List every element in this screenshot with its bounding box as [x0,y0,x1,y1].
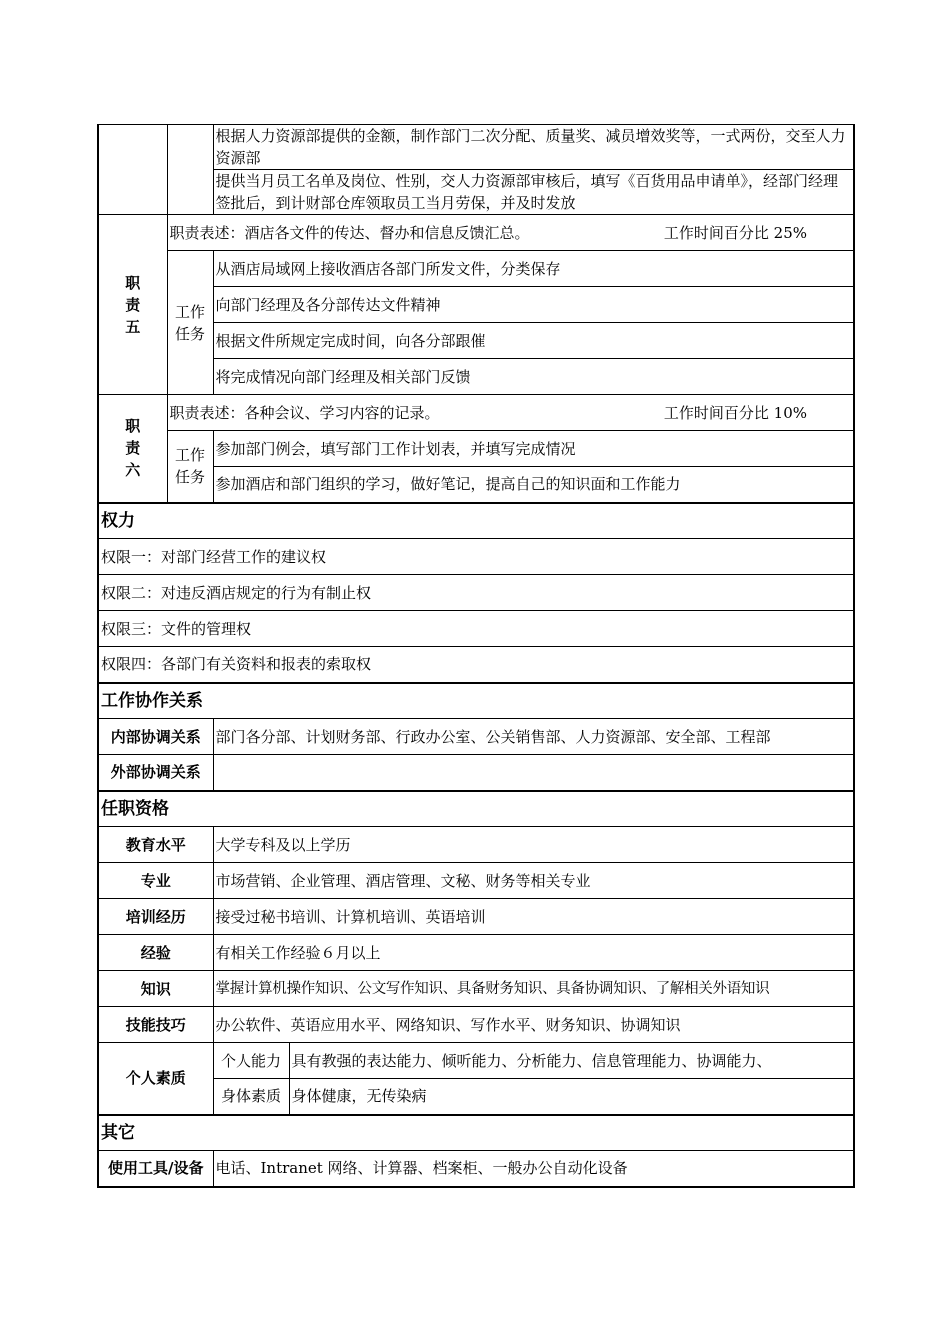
duty5-label [98,215,167,395]
qualification-label: 技能技巧 [98,1007,213,1043]
duty5-task-3: 根据文件所规定完成时间，向各分部跟催 [213,323,854,359]
duty6-description-row [167,395,854,431]
duty5-label-line: 职 [125,273,141,292]
personal-ability-value: 具有教强的表达能力、倾听能力、分析能力、信息管理能力、协调能力、 [289,1043,854,1079]
duty5-description: 职责表述：酒店各文件的传达、督办和信息反馈汇总。 [169,223,530,242]
qualification-value: 市场营销、企业管理、酒店管理、文秘、财务等相关专业 [213,863,854,899]
top-blank-cell [98,125,167,215]
duty6-description: 职责表述：各种会议、学习内容的记录。 [169,403,440,422]
top-blank-cell-2 [167,125,213,215]
tools-label: 使用工具/设备 [98,1151,213,1187]
personal-quality-label: 个人素质 [98,1043,213,1115]
duty6-time-percent: 工作时间百分比 10% [663,403,808,422]
qualification-value: 接受过秘书培训、计算机培训、英语培训 [213,899,854,935]
physical-quality-label: 身体素质 [213,1079,289,1115]
duty5-label-line: 责 [125,295,141,314]
internal-coordination-value: 部门各分部、计划财务部、行政办公室、公关销售部、人力资源部、安全部、工程部 [213,719,854,755]
duty5-task-label-line: 工作 [174,302,205,321]
duty6-task-1: 参加部门例会，填写部门工作计划表，并填写完成情况 [213,431,854,467]
qualification-value: 掌握计算机操作知识、公文写作知识、具备财务知识、具备协调知识、了解相关外语知识 [213,971,854,1007]
qualification-label: 经验 [98,935,213,971]
top-task-2: 提供当月员工名单及岗位、性别，交人力资源部审核后，填写《百货用品申请单》，经部门经理签批后，到计财部仓库领取员工当月劳保，并及时发放 [213,170,854,215]
external-coordination-value [213,755,854,791]
duty6-task-label-line: 工作 [174,446,205,465]
authority-item: 权限四：各部门有关资料和报表的索取权 [98,647,854,683]
duty6-task-label-line: 任务 [174,468,205,487]
qualification-value: 有相关工作经验６月以上 [213,935,854,971]
tools-value: 电话、Intranet 网络、计算器、档案柜、一般办公自动化设备 [213,1151,854,1187]
duty5-task-label [167,251,213,395]
duty5-description-row [167,215,854,251]
duty6-label-line: 责 [125,439,141,458]
qualification-label: 教育水平 [98,827,213,863]
duty5-time-percent: 工作时间百分比 25% [663,223,808,242]
duty6-label-line: 六 [125,461,141,480]
other-title: 其它 [98,1115,854,1151]
duty5-task-2: 向部门经理及各分部传达文件精神 [213,287,854,323]
duty5-task-1: 从酒店局域网上接收酒店各部门所发文件，分类保存 [213,251,854,287]
qualification-label: 知识 [98,971,213,1007]
duty6-label [98,395,167,503]
qualification-value: 办公软件、英语应用水平、网络知识、写作水平、财务知识、协调知识 [213,1007,854,1043]
duty5-label-line: 五 [125,317,141,336]
authority-title: 权力 [98,503,854,539]
authority-item: 权限二：对违反酒店规定的行为有制止权 [98,575,854,611]
job-description-table [97,124,855,1188]
qualification-value: 大学专科及以上学历 [213,827,854,863]
qualification-label: 培训经历 [98,899,213,935]
physical-quality-value: 身体健康，无传染病 [289,1079,854,1115]
qualification-label: 专业 [98,863,213,899]
duty6-label-line: 职 [125,417,141,436]
duty5-task-4: 将完成情况向部门经理及相关部门反馈 [213,359,854,395]
duty5-task-label-line: 任务 [174,324,205,343]
cooperation-title: 工作协作关系 [98,683,854,719]
internal-coordination-label: 内部协调关系 [98,719,213,755]
external-coordination-label: 外部协调关系 [98,755,213,791]
personal-ability-label: 个人能力 [213,1043,289,1079]
authority-item: 权限一：对部门经营工作的建议权 [98,539,854,575]
authority-item: 权限三：文件的管理权 [98,611,854,647]
duty6-task-2: 参加酒店和部门组织的学习，做好笔记，提高自己的知识面和工作能力 [213,467,854,503]
top-task-1: 根据人力资源部提供的金额，制作部门二次分配、质量奖、减员增效奖等，一式两份，交至人力资源部 [213,125,854,170]
qualifications-title: 任职资格 [98,791,854,827]
duty6-task-label [167,431,213,503]
